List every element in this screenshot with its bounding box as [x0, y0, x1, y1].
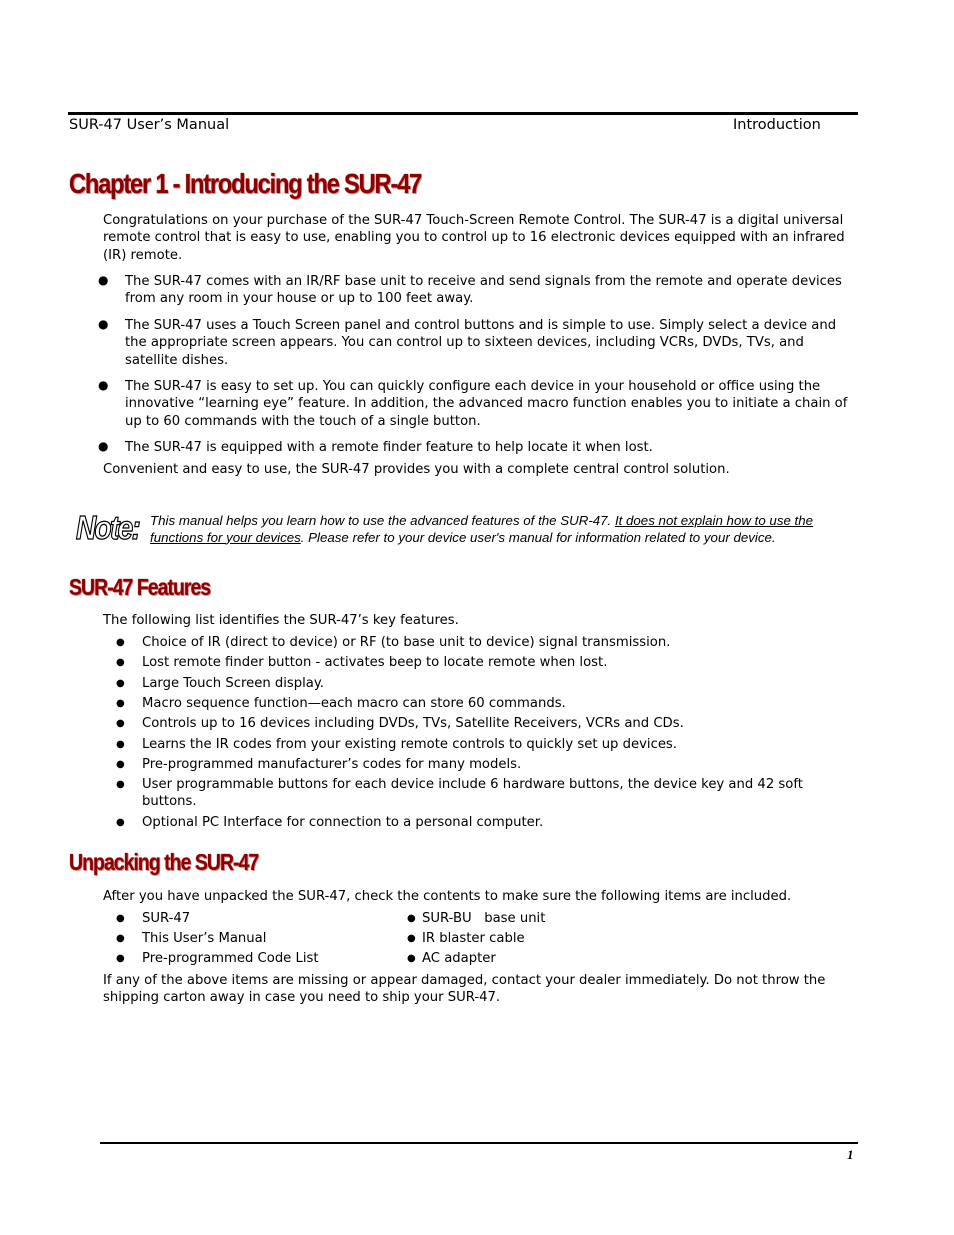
package-item: ● SUR-BU base unit [407, 911, 546, 926]
footer-rule [100, 1142, 858, 1144]
features-lead: The following list identifies the SUR-47’s key features. [103, 613, 459, 628]
bullet-icon: ● [116, 933, 125, 944]
page-number: 1 [847, 1147, 854, 1162]
header-section-title: Introduction [733, 117, 821, 133]
package-item: ● AC adapter [407, 951, 496, 966]
intro-bullet: ● The SUR-47 uses a Touch Screen panel and control buttons and is simple to use. Simply select a device and the appropriate screen appears. You can control up to sixteen devices, including VCRs, DVDs, TVs, and satellite dishes. [98, 317, 837, 368]
bullet-icon: ● [116, 817, 125, 828]
chapter-title: Chapter 1 - Introducing the SUR-47 [69, 168, 422, 199]
bullet-icon: ● [98, 439, 109, 453]
feature-item: ● Lost remote finder button - activates beep to locate remote when lost. [116, 655, 608, 670]
package-item: ● Pre-programmed Code List [116, 951, 319, 966]
bullet-icon: ● [98, 378, 109, 392]
bullet-icon: ● [116, 657, 125, 668]
header-manual-title: SUR-47 User’s Manual [69, 117, 230, 133]
feature-item: ● Learns the IR codes from your existing remote controls to quickly set up devices. [116, 737, 677, 752]
header-rule [68, 112, 858, 115]
bullet-icon: ● [98, 273, 109, 287]
bullet-icon: ● [116, 698, 125, 709]
feature-item: ● User programmable buttons for each device include 6 hardware buttons, the device key and 42 soft buttons. [116, 777, 803, 810]
feature-item: ● Macro sequence function—each macro can store 60 commands. [116, 696, 566, 711]
bullet-icon: ● [98, 317, 109, 331]
bullet-icon: ● [407, 953, 416, 964]
features-heading: SUR-47 Features [69, 574, 211, 600]
bullet-icon: ● [116, 637, 125, 648]
bullet-icon: ● [116, 953, 125, 964]
bullet-icon: ● [407, 913, 416, 924]
package-item: ● IR blaster cable [407, 931, 525, 946]
intro-bullet: ● The SUR-47 comes with an IR/RF base unit to receive and send signals from the remote and operate devices from any room in your house or up to 100 feet away. [98, 273, 842, 307]
unpacking-closing: If any of the above items are missing or appear damaged, contact your dealer immediately. Do not throw the shipping carton away in case you need to ship your SUR-47. [103, 973, 826, 1006]
package-item: ● This User’s Manual [116, 931, 267, 946]
bullet-icon: ● [116, 759, 125, 770]
unpacking-heading: Unpacking the SUR-47 [69, 849, 259, 875]
bullet-icon: ● [116, 779, 125, 790]
note-underlined-text: It does not explain how to use the functions for your devices [150, 513, 814, 545]
bullet-icon: ● [116, 913, 125, 924]
feature-item: ● Controls up to 16 devices including DVDs, TVs, Satellite Receivers, VCRs and CDs. [116, 716, 684, 731]
intro-closing: Convenient and easy to use, the SUR-47 provides you with a complete central control solution. [103, 462, 730, 477]
intro-bullet: ● The SUR-47 is equipped with a remote finder feature to help locate it when lost. [98, 439, 653, 455]
unpacking-lead: After you have unpacked the SUR-47, check the contents to make sure the following items are included. [103, 889, 792, 904]
bullet-icon: ● [116, 739, 125, 750]
bullet-icon: ● [407, 933, 416, 944]
note-text: This manual helps you learn how to use the advanced features of the SUR-47. It does not explain how to use the functions for your devices. Please refer to your device user's manual for information related to your device. [150, 513, 814, 545]
note-icon: Note: [76, 509, 140, 546]
package-item: ● SUR-47 [116, 911, 191, 926]
feature-item: ● Pre-programmed manufacturer’s codes for many models. [116, 757, 522, 772]
bullet-icon: ● [116, 718, 125, 729]
intro-paragraph: Congratulations on your purchase of the SUR-47 Touch-Screen Remote Control. The SUR-47 is a digital universal remote control that is easy to use, enabling you to control up to 16 electronic devices equipped with an infrared (IR) remote. [103, 213, 845, 263]
feature-item: ● Large Touch Screen display. [116, 676, 324, 691]
feature-item: ● Optional PC Interface for connection to a personal computer. [116, 815, 544, 830]
intro-bullet: ● The SUR-47 is easy to set up. You can quickly configure each device in your household or office using the innovative “learning eye” feature. In addition, the advanced macro function enables you to initiate a chain of up to 60 commands with the touch of a single button. [98, 378, 848, 429]
feature-item: ● Choice of IR (direct to device) or RF (to base unit to device) signal transmission. [116, 635, 671, 650]
bullet-icon: ● [116, 678, 125, 689]
